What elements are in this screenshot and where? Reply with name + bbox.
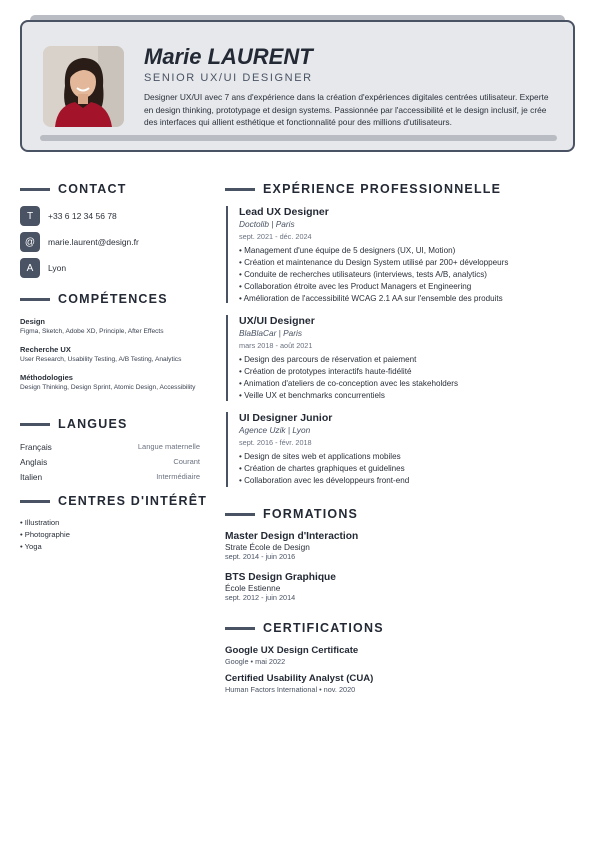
job-bullets <box>239 451 566 487</box>
education-entry <box>225 572 565 602</box>
job-date: sept. 2021 - déc. 2024 <box>239 232 312 241</box>
job-bullet: • Amélioration de l'accessibilité WCAG 2.1 AA sur l'ensemble des produits <box>239 294 503 303</box>
school-name: École Estienne <box>225 583 281 593</box>
school-name: Strate École de Design <box>225 542 310 552</box>
certification-meta: Human Factors International • nov. 2020 <box>225 685 356 694</box>
skill-group <box>20 345 205 364</box>
job-company: Agence Uzik | Lyon <box>239 425 311 435</box>
section-rule <box>20 423 50 426</box>
contact-email <box>20 232 139 252</box>
job-bullet: • Création et maintenance du Design System utilisé par 200+ développeurs <box>239 258 509 267</box>
job-bullet: • Collaboration étroite avec les Product Managers et Engineering <box>239 282 472 291</box>
skill-group <box>20 317 205 336</box>
language-row <box>20 472 200 482</box>
certification-meta: Google • mai 2022 <box>225 657 286 666</box>
skill-list: Design Thinking, Design Sprint, Atomic Design, Accessibility <box>20 384 196 391</box>
language-level: Intermédiaire <box>156 472 200 481</box>
section-rule <box>20 298 50 301</box>
language-name: Français <box>20 442 52 452</box>
skills-section-header <box>20 292 168 306</box>
education-entry <box>225 531 565 561</box>
languages-heading: LANGUES <box>58 417 128 431</box>
contact-phone <box>20 206 117 226</box>
job-bullets <box>239 245 566 305</box>
phone-number: +33 6 12 34 56 78 <box>48 211 117 221</box>
education-date: sept. 2014 - juin 2016 <box>225 552 296 561</box>
skill-category: Méthodologies <box>20 373 73 382</box>
job-title: Lead UX Designer <box>239 206 329 218</box>
job-bullet: • Création de chartes graphiques et guidelines <box>239 464 405 473</box>
section-rule <box>20 188 50 191</box>
education-section-header <box>225 507 358 521</box>
language-row <box>20 442 200 452</box>
location-icon: A <box>20 258 40 278</box>
skill-list: Figma, Sketch, Adobe XD, Principle, After Effects <box>20 328 164 335</box>
job-bullet: • Collaboration avec les développeurs front-end <box>239 476 410 485</box>
certifications-section-header <box>225 621 384 635</box>
interest-item: • Photographie <box>20 530 70 539</box>
job-bullet: • Management d'une équipe de 5 designers (UX, UI, Motion) <box>239 246 456 255</box>
header-card <box>20 20 575 152</box>
job-company: Doctolib | Paris <box>239 219 295 229</box>
job-bullet: • Conduite de recherches utilisateurs (interviews, tests A/B, analytics) <box>239 270 488 279</box>
skill-category: Design <box>20 317 46 326</box>
job-bullet: • Création de prototypes interactifs haute-fidélité <box>239 367 412 376</box>
location-text: Lyon <box>48 263 67 273</box>
job-bullet: • Animation d'ateliers de co-conception avec les stakeholders <box>239 379 458 388</box>
job-date: mars 2018 - août 2021 <box>239 341 313 350</box>
email-address: marie.laurent@design.fr <box>48 237 139 247</box>
language-name: Anglais <box>20 457 48 467</box>
certification-entry <box>225 673 565 694</box>
candidate-title: SENIOR UX/UI DESIGNER <box>144 72 313 84</box>
job-entry <box>226 412 566 487</box>
job-entry <box>226 206 566 303</box>
language-level: Langue maternelle <box>137 442 200 451</box>
job-bullet: • Design des parcours de réservation et paiement <box>239 355 417 364</box>
education-date: sept. 2012 - juin 2014 <box>225 593 296 602</box>
job-title: UI Designer Junior <box>239 412 333 424</box>
skill-category: Recherche UX <box>20 345 71 354</box>
job-date: sept. 2016 - févr. 2018 <box>239 438 312 447</box>
language-row <box>20 457 200 467</box>
job-company: BlaBlaCar | Paris <box>239 328 303 338</box>
language-level: Courant <box>173 457 200 466</box>
section-rule <box>225 188 255 191</box>
profile-summary: Designer UX/UI avec 7 ans d'expérience dans la création d'expériences digitales centrées utilisateur. Experte en design thinking, prototypage et design systems. Passionnée par l'accessibilité et le design inclusif, je crée des interfaces qui allient esthétique et fonctionnalité pour des millions d'utilisateurs. <box>144 92 549 127</box>
job-bullet: • Design de sites web et applications mobiles <box>239 452 401 461</box>
degree-title: BTS Design Graphique <box>225 572 336 583</box>
certifications-heading: CERTIFICATIONS <box>263 621 384 635</box>
skills-heading: COMPÉTENCES <box>58 292 168 306</box>
languages-section-header <box>20 417 128 431</box>
job-entry <box>226 315 566 401</box>
certification-title: Google UX Design Certificate <box>225 645 359 656</box>
phone-icon: T <box>20 206 40 226</box>
contact-heading: CONTACT <box>58 182 127 196</box>
interests-section-header <box>20 494 207 508</box>
skill-group <box>20 373 198 392</box>
skill-list: User Research, Usability Testing, A/B Testing, Analytics <box>20 356 182 363</box>
experience-heading: EXPÉRIENCE PROFESSIONNELLE <box>263 182 502 196</box>
degree-title: Master Design d'Interaction <box>225 531 359 542</box>
education-heading: FORMATIONS <box>263 507 359 521</box>
job-bullet: • Veille UX et benchmarks concurrentiels <box>239 391 385 400</box>
language-name: Italien <box>20 472 43 482</box>
experience-section-header <box>225 182 501 196</box>
job-bullets <box>239 354 566 402</box>
profile-photo <box>43 46 124 127</box>
section-rule <box>20 500 50 503</box>
interest-item: • Illustration <box>20 518 60 527</box>
certification-entry <box>225 645 565 666</box>
email-icon: @ <box>20 232 40 252</box>
candidate-name: Marie LAURENT <box>144 44 313 69</box>
section-rule <box>225 513 255 516</box>
interests-heading: CENTRES D'INTÉRÊT <box>58 494 208 508</box>
contact-section-header <box>20 182 127 196</box>
contact-location <box>20 258 66 278</box>
certification-title: Certified Usability Analyst (CUA) <box>225 673 374 684</box>
job-title: UX/UI Designer <box>239 315 315 327</box>
header-divider <box>40 135 557 141</box>
section-rule <box>225 627 255 630</box>
interest-item: • Yoga <box>20 542 42 551</box>
